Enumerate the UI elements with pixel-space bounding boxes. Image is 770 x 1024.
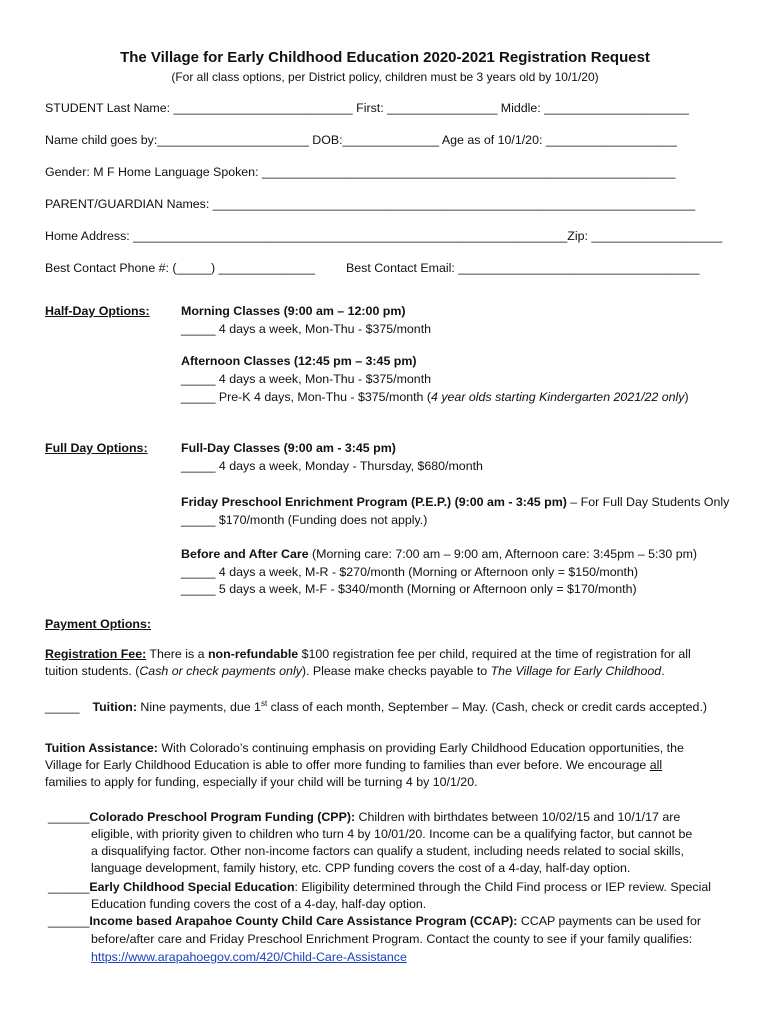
home-address-field[interactable]: Home Address: _______________________________________________________________Zip: ___________________	[45, 229, 723, 243]
registration-fee-line-1	[45, 647, 691, 661]
ecse-label: Early Childhood Special Education	[89, 880, 295, 894]
full-day-classes-title: Full-Day Classes (9:00 am - 3:45 pm)	[181, 441, 396, 455]
registration-fee-period: .	[661, 664, 665, 678]
ccap-text-1: CCAP payments can be used for	[517, 914, 702, 928]
parent-names-field[interactable]: PARENT/GUARDIAN Names: ______________________________________________________________________	[45, 197, 696, 211]
tuition-assistance-line-3: families to apply for funding, especially if your child will be turning 4 by 10/1/20.	[45, 775, 478, 789]
cpp-text-1: Children with birthdates between 10/02/15 and 10/1/17 are	[355, 810, 681, 824]
ecse-text-1: : Eligibility determined through the Child Find process or IEP review. Special	[294, 880, 711, 894]
pep-title: Friday Preschool Enrichment Program (P.E.P.) (9:00 am - 3:45 pm)	[181, 495, 567, 509]
afternoon-option-1[interactable]: _____ 4 days a week, Mon-Thu - $375/month	[181, 372, 432, 386]
ecse-line-2: Education funding covers the cost of a 4-day, half-day option.	[91, 897, 427, 911]
registration-fee-text-c: tuition students. (	[45, 664, 140, 678]
afternoon-option-2[interactable]	[181, 390, 689, 404]
pep-title-line	[181, 495, 729, 509]
morning-option-1[interactable]: _____ 4 days a week, Mon-Thu - $375/month	[181, 322, 432, 336]
registration-fee-text-d: ). Please make checks payable to	[301, 664, 491, 678]
before-after-title-line	[181, 547, 697, 561]
registration-fee-line-2	[45, 664, 665, 678]
gender-language-field[interactable]: Gender: M F Home Language Spoken: ____________________________________________________________	[45, 165, 676, 179]
payee-name: The Village for Early Childhood	[490, 664, 662, 678]
ecse-blank[interactable]: ______	[48, 880, 90, 894]
cpp-blank[interactable]: ______	[48, 810, 90, 824]
ccap-line-2: before/after care and Friday Preschool Enrichment Program. Contact the county to see if your family qualifies:	[91, 932, 693, 946]
cpp-label: Colorado Preschool Program Funding (CPP):	[89, 810, 356, 824]
ecse-line-1[interactable]	[48, 880, 711, 894]
tuition-text-b: class of each month, September – May. (Cash, check or credit cards accepted.)	[267, 700, 708, 715]
page-title: The Village for Early Childhood Education 2020-2021 Registration Request	[120, 49, 650, 66]
cash-check-note: Cash or check payments only	[139, 664, 302, 678]
tuition-superscript: st	[260, 699, 268, 708]
tuition-blank[interactable]: _____	[45, 700, 80, 715]
tuition-assistance-label: Tuition Assistance:	[45, 741, 158, 755]
pep-option-1[interactable]: _____ $170/month (Funding does not apply.)	[181, 513, 428, 527]
before-after-option-2[interactable]: _____ 5 days a week, M-F - $340/month (Morning or Afternoon only = $170/month)	[181, 582, 637, 596]
full-day-heading: Full Day Options:	[45, 441, 148, 455]
contact-phone-field[interactable]: Best Contact Phone #: (_____) ______________	[45, 261, 316, 275]
contact-email-field[interactable]: Best Contact Email: ___________________________________	[346, 261, 700, 275]
tuition-label: Tuition:	[92, 700, 137, 715]
non-refundable-text: non-refundable	[207, 647, 299, 661]
ccap-line-3	[91, 950, 407, 964]
afternoon-classes-title: Afternoon Classes (12:45 pm – 3:45 pm)	[181, 354, 417, 368]
ccap-link[interactable]: https://www.arapahoegov.com/420/Child-Care-Assistance	[91, 950, 407, 964]
afternoon-option-2-label: _____ Pre-K 4 days, Mon-Thu - $375/month (	[181, 390, 432, 404]
ccap-line-1[interactable]	[48, 914, 701, 928]
registration-fee-text-a: There is a	[146, 647, 208, 661]
half-day-heading: Half-Day Options:	[45, 304, 150, 318]
full-day-option-1[interactable]: _____ 4 days a week, Monday - Thursday, $680/month	[181, 459, 483, 473]
before-after-title: Before and After Care	[181, 547, 309, 561]
before-after-option-1[interactable]: _____ 4 days a week, M-R - $270/month (Morning or Afternoon only = $150/month)	[181, 565, 638, 579]
student-name-field[interactable]: STUDENT Last Name: __________________________ First: ________________ Middle: _____________________	[45, 101, 689, 115]
tuition-line[interactable]	[45, 699, 707, 714]
tuition-assistance-text-1: With Colorado’s continuing emphasis on providing Early Childhood Education opportunities, the	[157, 741, 684, 755]
pep-note: – For Full Day Students Only	[566, 495, 730, 509]
prek-note-close: )	[684, 390, 689, 404]
nickname-dob-age-field[interactable]: Name child goes by:______________________ DOB:______________ Age as of 10/1/20: ___________________	[45, 133, 677, 147]
tuition-text-a: Nine payments, due 1	[136, 700, 261, 715]
cpp-line-1[interactable]	[48, 810, 680, 824]
registration-fee-label: Registration Fee:	[45, 647, 147, 661]
before-after-note: (Morning care: 7:00 am – 9:00 am, Afternoon care: 3:45pm – 5:30 pm)	[308, 547, 698, 561]
tuition-assistance-line-2	[45, 758, 662, 772]
morning-classes-title: Morning Classes (9:00 am – 12:00 pm)	[181, 304, 406, 318]
registration-fee-text-b: $100 registration fee per child, required at the time of registration for all	[298, 647, 691, 661]
emphasis-all: all	[649, 758, 663, 772]
payment-heading: Payment Options:	[45, 617, 152, 631]
ccap-label: Income based Arapahoe County Child Care Assistance Program (CCAP):	[89, 914, 518, 928]
cpp-line-2: eligible, with priority given to children who turn 4 by 10/01/20. Income can be a qualifying factor, but cannot be	[91, 827, 693, 841]
page-subtitle: (For all class options, per District policy, children must be 3 years old by 10/1/20)	[171, 70, 599, 84]
tuition-assistance-line-1	[45, 741, 684, 755]
ccap-blank[interactable]: ______	[48, 914, 90, 928]
cpp-line-3: a disqualifying factor. Other non-income factors can qualify a student, including needs related to social skills,	[91, 844, 685, 858]
cpp-line-4: language development, family history, etc. CPP funding covers the cost of a 4-day, half-day option.	[91, 861, 631, 875]
prek-note: 4 year olds starting Kindergarten 2021/22 only	[431, 390, 685, 404]
tuition-assistance-text-2: Village for Early Childhood Education is able to offer more funding to families than ever before. We encourage	[45, 758, 650, 772]
